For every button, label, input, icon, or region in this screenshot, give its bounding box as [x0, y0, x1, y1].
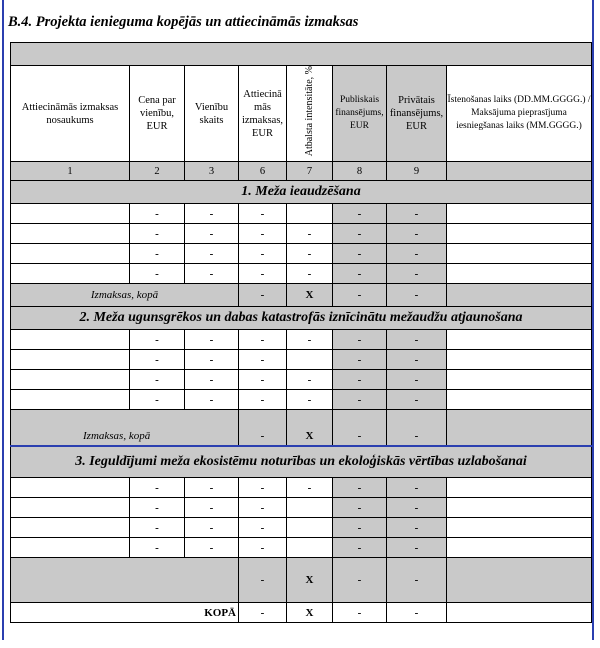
section-2-title: 2. Meža ugunsgrēkos un dabas katastrofās iznīcinātu mežaudžu atjaunošana — [11, 307, 592, 330]
implementation-time-cell[interactable] — [447, 204, 592, 224]
section-heading-row — [11, 181, 592, 204]
unit-price-cell[interactable]: - — [130, 224, 185, 244]
subtotal-time — [447, 284, 592, 307]
unit-count-cell[interactable]: - — [185, 330, 239, 350]
implementation-time-cell[interactable] — [447, 224, 592, 244]
table-row — [11, 264, 592, 284]
eligible-cost-cell: - — [239, 204, 287, 224]
public-funding-cell: - — [333, 498, 387, 518]
subtotal-row — [11, 558, 592, 603]
subtotal-row — [11, 284, 592, 307]
subtotal-time — [447, 410, 592, 447]
section-heading-row — [11, 446, 592, 478]
unit-price-cell[interactable]: - — [130, 518, 185, 538]
unit-count-cell[interactable]: - — [185, 204, 239, 224]
unit-count-cell[interactable]: - — [185, 390, 239, 410]
unit-count-cell[interactable]: - — [185, 370, 239, 390]
aid-intensity-cell[interactable]: - — [287, 264, 333, 284]
subtotal-label: Izmaksas, kopā — [11, 284, 239, 307]
colnum: 8 — [333, 162, 387, 181]
public-funding-cell: - — [333, 204, 387, 224]
unit-count-cell[interactable]: - — [185, 264, 239, 284]
unit-count-cell[interactable]: - — [185, 518, 239, 538]
table-row — [11, 370, 592, 390]
eligible-cost-cell: - — [239, 224, 287, 244]
colnum: 3 — [185, 162, 239, 181]
private-funding-cell: - — [387, 390, 447, 410]
aid-intensity-cell[interactable] — [287, 204, 333, 224]
subtotal-eligible: - — [239, 558, 287, 603]
private-funding-cell: - — [387, 224, 447, 244]
table-row — [11, 538, 592, 558]
private-funding-cell: - — [387, 264, 447, 284]
subtotal-public: - — [333, 558, 387, 603]
private-funding-cell: - — [387, 244, 447, 264]
colnum: 2 — [130, 162, 185, 181]
public-funding-cell: - — [333, 390, 387, 410]
subtotal-private: - — [387, 410, 447, 447]
private-funding-cell: - — [387, 350, 447, 370]
unit-price-cell[interactable]: - — [130, 330, 185, 350]
eligible-cost-cell: - — [239, 390, 287, 410]
table-row — [11, 518, 592, 538]
unit-price-cell[interactable]: - — [130, 204, 185, 224]
cost-name-cell[interactable] — [11, 330, 130, 350]
aid-intensity-cell[interactable]: - — [287, 390, 333, 410]
public-funding-cell: - — [333, 370, 387, 390]
table-row — [11, 498, 592, 518]
subtotal-intensity: X — [287, 558, 333, 603]
table-row — [11, 350, 592, 370]
top-band — [11, 43, 592, 66]
table-row — [11, 478, 592, 498]
aid-intensity-cell[interactable]: - — [287, 370, 333, 390]
grand-total-eligible: - — [239, 603, 287, 623]
subtotal-public: - — [333, 410, 387, 447]
header-aid-intensity — [287, 66, 333, 162]
header-eligible-costs: Attiecinā mās izmaksas, EUR — [239, 66, 287, 162]
cost-name-cell[interactable] — [11, 478, 130, 498]
aid-intensity-cell[interactable]: - — [287, 244, 333, 264]
subtotal-eligible: - — [239, 284, 287, 307]
cost-name-cell[interactable] — [11, 244, 130, 264]
unit-count-cell[interactable]: - — [185, 538, 239, 558]
eligible-cost-cell: - — [239, 478, 287, 498]
unit-price-cell[interactable]: - — [130, 498, 185, 518]
header-private-funding: Privātais finansējums, EUR — [387, 66, 447, 162]
unit-price-cell[interactable]: - — [130, 370, 185, 390]
eligible-cost-cell: - — [239, 518, 287, 538]
header-unit-count: Vienību skaits — [185, 66, 239, 162]
colnum: 6 — [239, 162, 287, 181]
subtotal-eligible: - — [239, 410, 287, 447]
private-funding-cell: - — [387, 370, 447, 390]
implementation-time-cell[interactable] — [447, 538, 592, 558]
grand-total-intensity: X — [287, 603, 333, 623]
public-funding-cell: - — [333, 224, 387, 244]
unit-price-cell[interactable]: - — [130, 264, 185, 284]
unit-price-cell[interactable]: - — [130, 478, 185, 498]
colnum — [447, 162, 592, 181]
unit-count-cell[interactable]: - — [185, 224, 239, 244]
eligible-cost-cell: - — [239, 370, 287, 390]
eligible-cost-cell: - — [239, 538, 287, 558]
aid-intensity-cell[interactable] — [287, 498, 333, 518]
private-funding-cell: - — [387, 518, 447, 538]
section-1-title: 1. Meža ieaudzēšana — [11, 181, 592, 204]
public-funding-cell: - — [333, 350, 387, 370]
unit-price-cell[interactable]: - — [130, 390, 185, 410]
cost-name-cell[interactable] — [11, 538, 130, 558]
implementation-time-cell[interactable] — [447, 390, 592, 410]
public-funding-cell: - — [333, 330, 387, 350]
colnum: 9 — [387, 162, 447, 181]
implementation-time-cell[interactable] — [447, 264, 592, 284]
table-row — [11, 330, 592, 350]
eligible-cost-cell: - — [239, 330, 287, 350]
implementation-time-cell[interactable] — [447, 370, 592, 390]
header-unit-price: Cena par vienību, EUR — [130, 66, 185, 162]
implementation-time-cell[interactable] — [447, 330, 592, 350]
section-3-title: 3. Ieguldījumi meža ekosistēmu noturības un ekoloģiskās vērtības uzlabošanai — [11, 446, 592, 478]
table-row — [11, 390, 592, 410]
table-row — [11, 244, 592, 264]
cost-table — [10, 42, 592, 623]
cost-name-cell[interactable] — [11, 370, 130, 390]
header-cost-name: Attiecināmās izmaksas nosaukums — [11, 66, 130, 162]
cost-name-cell[interactable] — [11, 518, 130, 538]
subtotal-time — [447, 558, 592, 603]
column-number-row — [11, 162, 592, 181]
grand-total-label: KOPĀ — [11, 603, 239, 623]
section-heading-row — [11, 307, 592, 330]
aid-intensity-cell[interactable]: - — [287, 330, 333, 350]
private-funding-cell: - — [387, 330, 447, 350]
unit-count-cell[interactable]: - — [185, 244, 239, 264]
implementation-time-cell[interactable] — [447, 244, 592, 264]
private-funding-cell: - — [387, 204, 447, 224]
subtotal-intensity: X — [287, 410, 333, 447]
aid-intensity-cell[interactable]: - — [287, 478, 333, 498]
subtotal-label-blank — [11, 558, 239, 603]
colnum: 1 — [11, 162, 130, 181]
public-funding-cell: - — [333, 264, 387, 284]
header-row — [11, 66, 592, 162]
subtotal-label: Izmaksas, kopā — [11, 410, 239, 447]
grand-total-row — [11, 603, 592, 623]
subtotal-row — [11, 410, 592, 447]
implementation-time-cell[interactable] — [447, 478, 592, 498]
cost-name-cell[interactable] — [11, 350, 130, 370]
eligible-cost-cell: - — [239, 350, 287, 370]
unit-count-cell[interactable]: - — [185, 498, 239, 518]
aid-intensity-cell[interactable] — [287, 350, 333, 370]
public-funding-cell: - — [333, 538, 387, 558]
public-funding-cell: - — [333, 518, 387, 538]
header-public-funding: Publiskais finansējums, EUR — [333, 66, 387, 162]
aid-intensity-cell[interactable] — [287, 518, 333, 538]
header-aid-intensity-text: Atbalsta intensitāte, % — [303, 66, 315, 157]
implementation-time-cell[interactable] — [447, 350, 592, 370]
section-title: B.4. Projekta ienieguma kopējās un attiecināmās izmaksas — [8, 14, 359, 30]
subtotal-private: - — [387, 558, 447, 603]
unit-price-cell[interactable]: - — [130, 244, 185, 264]
subtotal-public: - — [333, 284, 387, 307]
public-funding-cell: - — [333, 244, 387, 264]
private-funding-cell: - — [387, 498, 447, 518]
private-funding-cell: - — [387, 478, 447, 498]
header-implementation-time: Īstenošanas laiks (DD.MM.GGGG.) / Maksājuma pieprasījuma iesniegšanas laiks (MM.GGGG.) — [447, 66, 592, 162]
cost-name-cell[interactable] — [11, 204, 130, 224]
cost-name-cell[interactable] — [11, 224, 130, 244]
eligible-cost-cell: - — [239, 498, 287, 518]
aid-intensity-cell[interactable] — [287, 538, 333, 558]
cost-name-cell[interactable] — [11, 264, 130, 284]
grand-total-public: - — [333, 603, 387, 623]
eligible-cost-cell: - — [239, 264, 287, 284]
colnum: 7 — [287, 162, 333, 181]
aid-intensity-cell[interactable]: - — [287, 224, 333, 244]
cost-name-cell[interactable] — [11, 498, 130, 518]
subtotal-intensity: X — [287, 284, 333, 307]
grand-total-time — [447, 603, 592, 623]
unit-count-cell[interactable]: - — [185, 350, 239, 370]
implementation-time-cell[interactable] — [447, 518, 592, 538]
private-funding-cell: - — [387, 538, 447, 558]
unit-price-cell[interactable]: - — [130, 538, 185, 558]
table-row — [11, 224, 592, 244]
table-row — [11, 204, 592, 224]
cost-name-cell[interactable] — [11, 390, 130, 410]
unit-price-cell[interactable]: - — [130, 350, 185, 370]
subtotal-private: - — [387, 284, 447, 307]
grand-total-private: - — [387, 603, 447, 623]
eligible-cost-cell: - — [239, 244, 287, 264]
public-funding-cell: - — [333, 478, 387, 498]
unit-count-cell[interactable]: - — [185, 478, 239, 498]
implementation-time-cell[interactable] — [447, 498, 592, 518]
